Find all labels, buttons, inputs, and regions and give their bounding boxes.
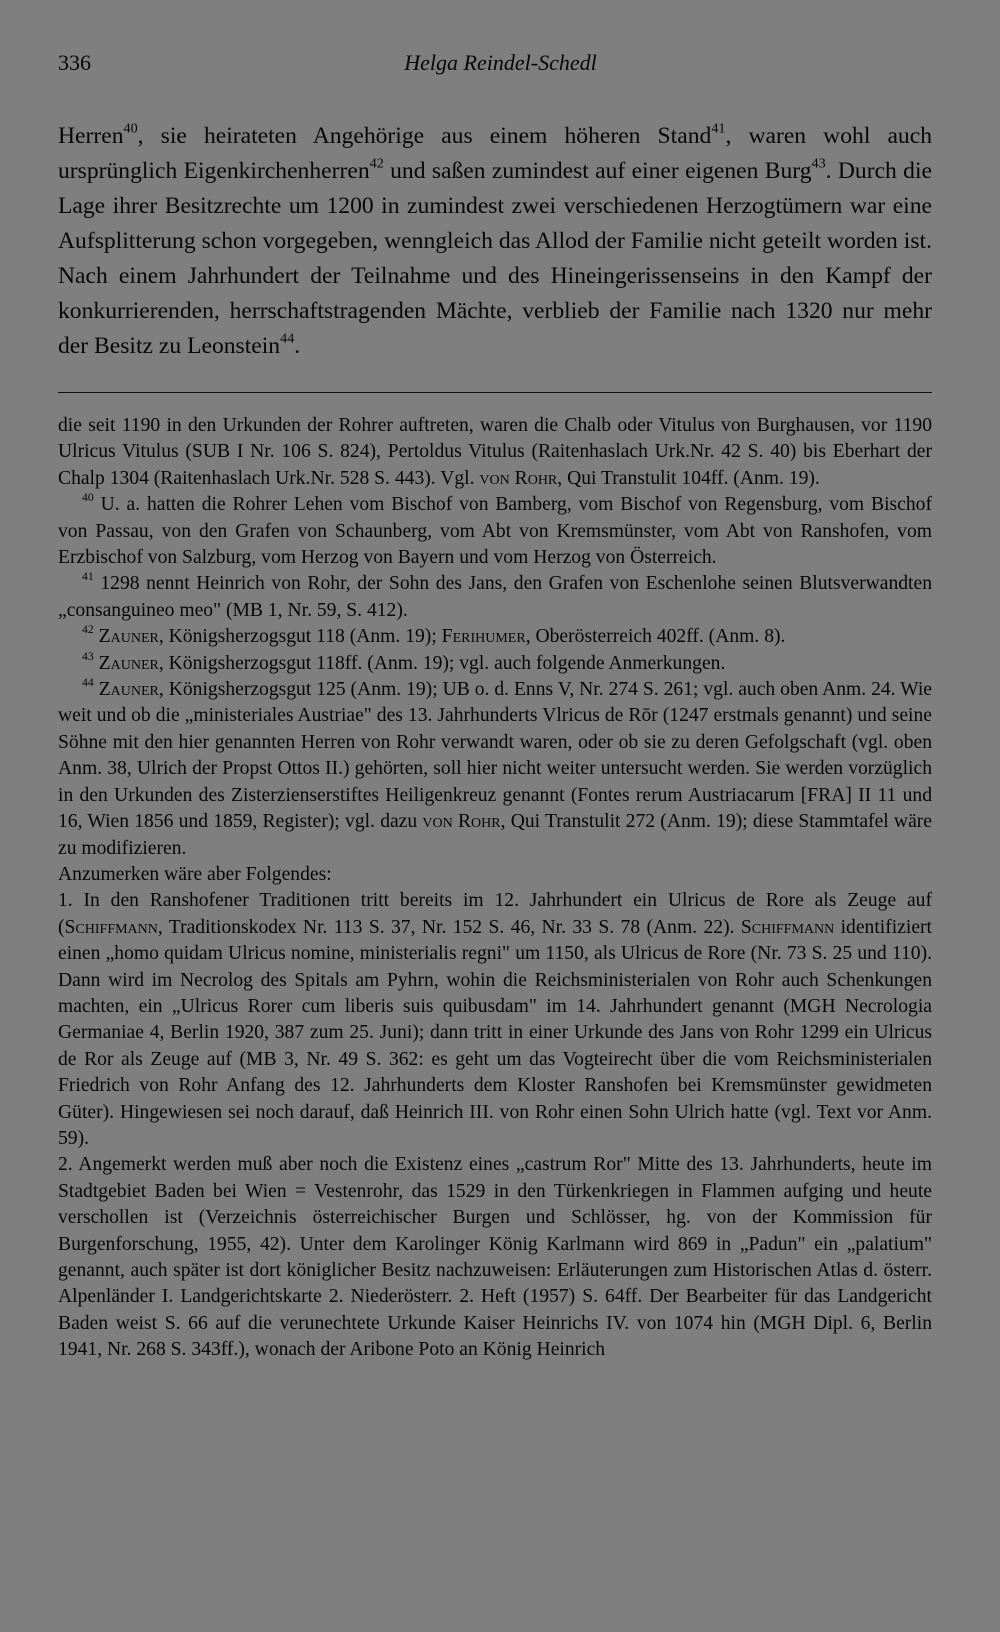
author-name: Zauner (98, 626, 159, 648)
footnote-number: 42 (82, 623, 94, 637)
footnote-number: 43 (82, 649, 94, 663)
footnotes (58, 413, 932, 1364)
text-run: 1. In den Ranshofener Traditionen tritt bereits im 12. Jahrhundert ein Ulricus de Rore als Zeuge auf ( (58, 890, 932, 938)
running-title: Helga Reindel-Schedl (404, 50, 597, 75)
footnote-number: 40 (82, 491, 94, 505)
footnote-separator (58, 392, 932, 393)
footnote-44-point-2: 2. Angemerkt werden muß aber noch die Existenz eines „castrum Ror" Mitte des 13. Jahrhunderts, heute im Stadtgebiet Baden bei Wien = Vestenrohr, das 1529 in den Türkenkriegen in Flammen aufging und heute verschollen ist (Verzeichnis österreichischer Burgen und Schlösser, hg. von der Kommission für Burgenforschung, 1955, 42). Unter dem Karolinger König Karlmann wird 869 in „Padun" ein „palatium" genannt, auch später ist dort königlicher Besitz nachzuweisen: Erläuterungen zum Historischen Atlas d. österr. Alpenländer I. Landgerichtskarte 2. Niederösterr. 2. Heft (1957) S. 64ff. Der Bearbeiter für das Landgericht Baden weist S. 66 auf die verunechtete Urkunde Kaiser Heinrichs IV. von 1074 hin (MGH Dipl. 6, Berlin 1941, Nr. 268 S. 343ff.), wonach der Aribone Poto an König Heinrich (58, 1154, 932, 1361)
text-run: die seit 1190 in den Urkunden der Rohrer auftreten, waren die Chalb oder Vitulus von Burghausen, vor 1190 Ulricus Vitulus (SUB I Nr. 106 S. 824), Pertoldus Vitulus (Raitenhaslach Urk.Nr. 42 S. 40) bis Eberhart der Chalp 1304 (Raitenhaslach Urk.Nr. 528 S. 443). Vgl. (58, 415, 932, 489)
footnote-41 (58, 571, 932, 624)
text-run: , Qui Transtulit 104ff. (Anm. 19). (557, 467, 820, 489)
text-run: , Oberösterreich 402ff. (Anm. 8). (525, 626, 786, 648)
footnote-number: 41 (82, 570, 94, 584)
text-run: . (294, 333, 301, 359)
text-run: , Qui Transtulit 272 (Anm. 19); diese Stammtafel wäre zu modifizieren. (58, 811, 933, 859)
footnote-44-point-1 (58, 888, 932, 1152)
footnote-ref-44: 44 (280, 330, 295, 347)
footnote-ref-40: 40 (123, 120, 138, 137)
text-run: U. a. hatten die Rohrer Lehen vom Bischof von Bamberg, vom Bischof von Regensburg, vom Bischof von Passau, von den Grafen von Schaunberg, vom Abt von Kremsmünster, vom Abt von Ranshofen, vom Erzbischof von Salzburg, vom Herzog von Bayern und vom Herzog von Österreich. (58, 494, 932, 569)
text-run: Herren (58, 123, 124, 149)
footnote-ref-43: 43 (811, 155, 826, 172)
footnote-ref-41: 41 (711, 120, 726, 137)
footnote-43 (58, 651, 932, 677)
page-number: 336 (58, 50, 91, 75)
main-text (58, 119, 932, 364)
text-run: und saßen zumindest auf einer eigenen Burg (383, 158, 812, 184)
main-paragraph (58, 119, 932, 364)
text-run: , Traditionskodex Nr. 113 S. 37, Nr. 152 S. 46, Nr. 33 S. 78 (Anm. 22). (157, 916, 741, 938)
author-name: Zauner (98, 652, 159, 674)
author-name: Zauner (98, 679, 159, 701)
author-name: Ferihumer (441, 626, 526, 648)
footnote-39-continued (58, 413, 932, 492)
footnote-number: 44 (82, 676, 94, 690)
footnote-ref-42: 42 (369, 155, 384, 172)
author-name: Schiffmann (64, 916, 158, 938)
footnote-44 (58, 677, 932, 862)
text-run: , waren wohl auch ursprünglich Eigenkirchenherren (58, 123, 932, 184)
text-run: , sie heirateten Angehörige aus einem höheren Stand (137, 123, 712, 149)
text-run: identifiziert einen „homo quidam Ulricus nomine, ministerialis regni" um 1150, als Ulricus de Rore (Nr. 73 S. 25 und 110). Dann wird im Necrolog des Spitals am Pyhrn, wohin die Reichsministerialen von Rohr auch Schenkungen machten, ein „Ulricus Rorer cum liberis suis quibusdam" im 14. Jahrhundert genannt (MGH Necrologia Germaniae 4, Berlin 1920, 387 zum 25. Juni); dann tritt in einer Urkunde des Jans von Rohr 1299 ein Ulricus de Ror als Zeuge auf (MB 3, Nr. 49 S. 362: es geht um das Vogteirecht über die vom Reichsministerialen Friedrich von Rohr Anfang des 12. Jahrhunderts dem Kloster Ranshofen bei Kremsmünster gewidmeten Güter). Hingewiesen sei noch darauf, daß Heinrich III. von Rohr einen Sohn Ulrich hatte (vgl. Text vor Anm. 59). (58, 916, 933, 1149)
text-run: , Königsherzogsgut 118 (Anm. 19); (158, 626, 442, 648)
author-name: Schiffmann (740, 916, 835, 938)
text-run: 1298 nennt Heinrich von Rohr, der Sohn des Jans, den Grafen von Eschenlohe seinen Blutsverwandten „consanguineo meo" (MB 1, Nr. 59, S. 412). (58, 573, 932, 621)
footnote-44-note-heading: Anzumerken wäre aber Folgendes: (58, 863, 332, 885)
running-head (58, 50, 943, 80)
author-name: von Rohr (479, 467, 558, 489)
author-name: von Rohr (422, 811, 501, 833)
footnote-40 (58, 492, 932, 571)
footnote-42 (58, 624, 932, 650)
text-run: , Königsherzogsgut 125 (Anm. 19); UB o. d. Enns V, Nr. 274 S. 261; vgl. auch oben Anm. 24. Wie weit und ob die „ministeriales Austriae" des 13. Jahrhunderts Vlricus de Rōr (1247 erstmals genannt) und seine Söhne mit den hier genannten Herren von Rohr verwandt waren, oder ob sie zu deren Gefolgschaft (vgl. oben Anm. 38, Ulrich der Propst Ottos II.) gehörten, soll hier nicht weiter untersucht werden. Sie werden vorzüglich in den Urkunden des Zisterzienserstiftes Heiligenkreuz genannt (Fontes rerum Austriacarum [FRA] II 11 und 16, Wien 1856 und 1859, Register); vgl. dazu (58, 679, 933, 833)
text-run: , Königsherzogsgut 118ff. (Anm. 19); vgl. auch folgende Anmerkungen. (158, 652, 726, 674)
text-run: . Durch die Lage ihrer Besitzrechte um 1200 in zumindest zwei verschiedenen Herzogtümern war eine Aufsplitterung schon vorgegeben, wenngleich das Allod der Familie nicht geteilt worden ist. Nach einem Jahrhundert der Teilnahme und des Hineingerissenseins in den Kampf der konkurrierenden, herrschaftstragenden Mächte, verblieb der Familie nach 1320 nur mehr der Besitz zu Leonstein (58, 158, 932, 359)
